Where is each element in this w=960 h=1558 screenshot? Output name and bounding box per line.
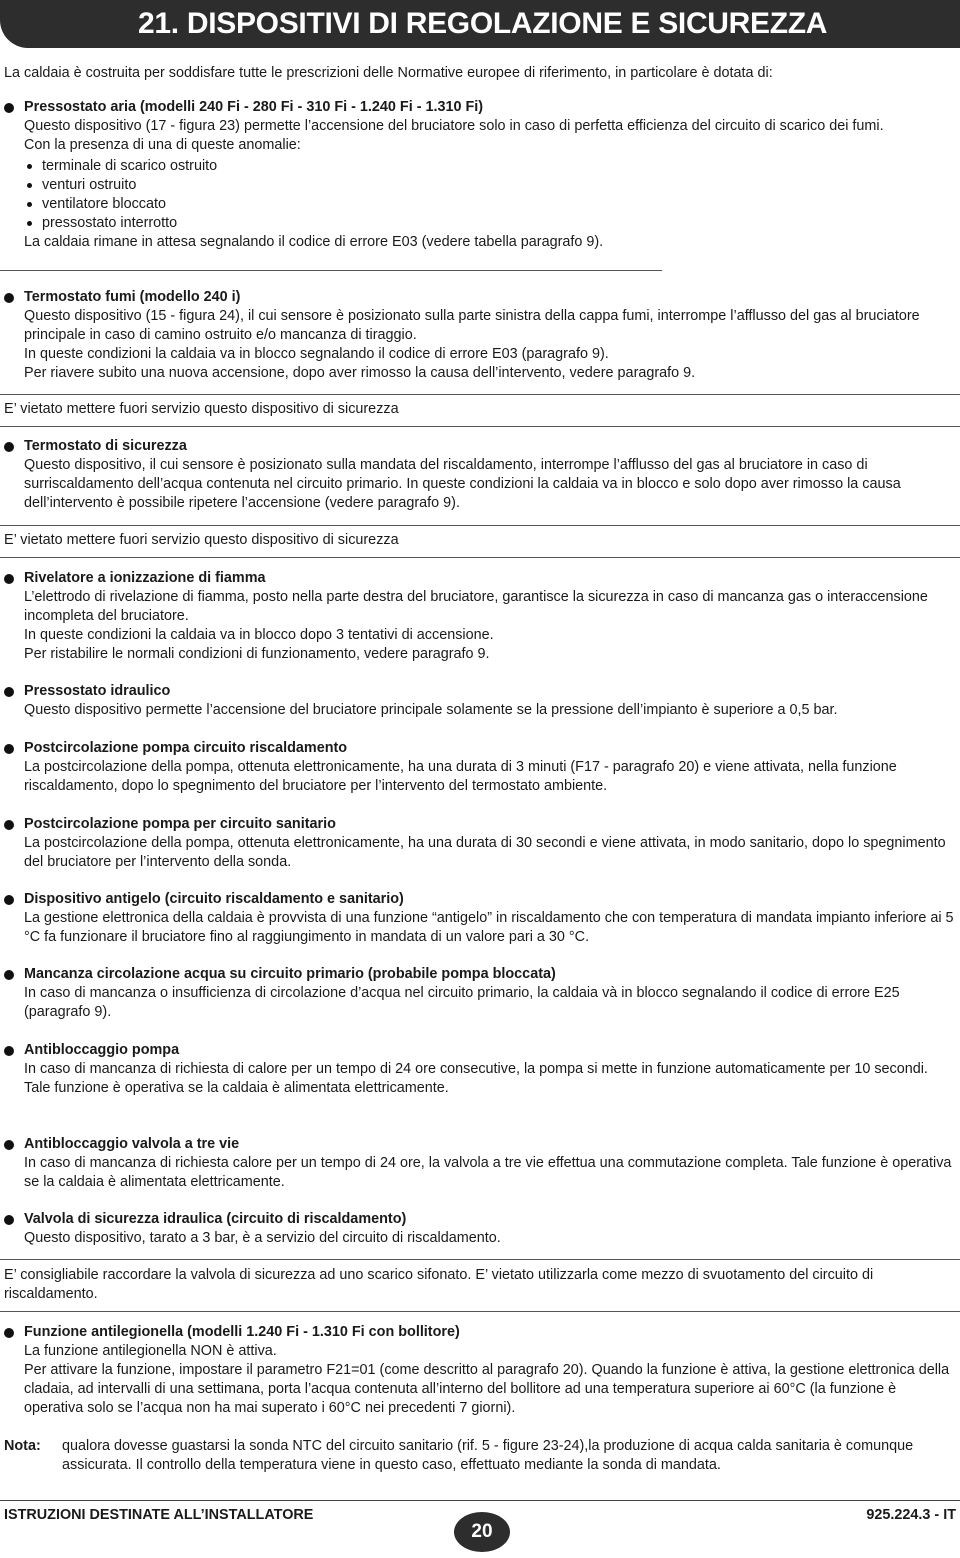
bullet-dot: [4, 687, 14, 697]
section-text: La postcircolazione della pompa, ottenuta elettronicamente, ha una durata di 30 secondi e viene attivata, in modo sanitario, dopo lo spegnimento del bruciatore per l’intervento della sonda.: [24, 835, 946, 870]
section-text: Con la presenza di una di queste anomalie:: [24, 137, 301, 153]
section-title: Dispositivo antigelo (circuito riscaldamento e sanitario): [24, 891, 404, 907]
section-text: L’elettrodo di rivelazione di fiamma, posto nella parte destra del bruciatore, garantisce la sicurezza in caso di mancanza gas o interaccensione incompleta del bruciatore.: [24, 589, 928, 624]
section-title: Pressostato idraulico: [24, 683, 171, 699]
section-text: In caso di mancanza o insufficienza di circolazione d’acqua nel circuito primario, la caldaia và in blocco segnalando il codice di errore E25 (paragrafo 9).: [24, 985, 900, 1020]
section-pressostato-idraulico: [0, 682, 958, 720]
section-text: Per attivare la funzione, impostare il parametro F21=01 (come descritto al paragrafo 20). Quando la funzione è attiva, la gestione elettronica della cladaia, ad intervalli di una settimana, porta l’acqua contenuta all’interno del bollitore ad una temperatura superiore ai 60°C (la funzione è operativa solo se l’acqua non ha mai superato i 60°C nei precedenti 7 giorni).: [24, 1362, 950, 1416]
bullet-dot: [4, 1328, 14, 1338]
section-text: Questo dispositivo, il cui sensore è posizionato sulla mandata del riscaldamento, interrompe l’afflusso del gas al bruciatore in caso di surriscaldamento dell’acqua contenuta nel circuito primario. In queste condizioni la caldaia va in blocco e solo dopo aver rimosso la causa dell’intervento è possibile ripetere l’accensione (vedere paragrafo 9).: [24, 457, 901, 511]
section-termostato-fumi: [0, 288, 958, 383]
section-valvola-sicurezza: [0, 1210, 958, 1248]
divider: [0, 394, 960, 395]
footer-divider: [0, 1500, 960, 1501]
section-text: Per ristabilire le normali condizioni di funzionamento, vedere paragrafo 9.: [24, 646, 490, 662]
section-title: Termostato fumi (modello 240 i): [24, 289, 241, 305]
section-title: Termostato di sicurezza: [24, 438, 187, 454]
section-title: Postcircolazione pompa per circuito sanitario: [24, 816, 336, 832]
bullet-dot: [4, 895, 14, 905]
bullet-dot: [4, 442, 14, 452]
note-label: Nota:: [4, 1438, 41, 1454]
divider: [0, 557, 960, 558]
intro-text: La caldaia è costruita per soddisfare tutte le prescrizioni delle Normative europee di riferimento, in particolare è dotata di:: [4, 65, 773, 81]
bullet-dot: [4, 1046, 14, 1056]
list-item: terminale di scarico ostruito: [24, 157, 958, 176]
list-item: ventilatore bloccato: [24, 195, 958, 214]
section-title: Rivelatore a ionizzazione di fiamma: [24, 570, 266, 586]
divider: [0, 1311, 960, 1312]
section-antilegionella: [0, 1323, 958, 1418]
section-text: Questo dispositivo (17 - figura 23) permette l’accensione del bruciatore solo in caso di perfetta efficienza del circuito di scarico dei fumi.: [24, 118, 884, 134]
bullet-dot: [4, 1140, 14, 1150]
section-text: In caso di mancanza di richiesta calore per un tempo di 24 ore, la valvola a tre vie effettua una commutazione completa. Tale funzione è operativa se la caldaia è alimentata elettricamente.: [24, 1155, 952, 1190]
note-text: qualora dovesse guastarsi la sonda NTC del circuito sanitario (rif. 5 - figure 23-24),la produzione di acqua calda sanitaria è comunque assicurata. Il controllo della temperatura viene in questo caso, effettuato mediante la sonda di mandata.: [62, 1438, 914, 1473]
bullet-dot: [4, 820, 14, 830]
section-termostato-sicurezza: [0, 437, 958, 513]
section-text: Questo dispositivo (15 - figura 24), il cui sensore è posizionato sulla parte sinistra della cappa fumi, interrompe l’afflusso del gas al bruciatore principale in caso di camino ostruito e/o mancanza di tiraggio.: [24, 308, 920, 343]
divider: [0, 1259, 960, 1260]
page-title: 21. DISPOSITIVI DI REGOLAZIONE E SICUREZZA: [138, 7, 828, 40]
section-title: Postcircolazione pompa circuito riscaldamento: [24, 740, 348, 756]
bullet-dot: [4, 103, 14, 113]
note-block: [4, 1437, 958, 1475]
section-mancanza-circolazione: [0, 965, 958, 1022]
page-number: 20: [454, 1512, 510, 1552]
section-antibloccaggio-pompa: [0, 1041, 958, 1098]
section-antibloccaggio-valvola: [0, 1135, 958, 1192]
section-text: La funzione antilegionella NON è attiva.: [24, 1343, 277, 1359]
section-pressostato-aria: [0, 98, 958, 252]
bullet-dot: [4, 293, 14, 303]
warning-text: E’ consigliabile raccordare la valvola di sicurezza ad uno scarico sifonato. E’ vietato utilizzarla come mezzo di svuotamento del circuito di riscaldamento.: [4, 1267, 874, 1302]
section-text: Questo dispositivo permette l’accensione del bruciatore principale solamente se la pressione dell’impianto è superiore a 0,5 bar.: [24, 702, 838, 718]
section-title: Antibloccaggio valvola a tre vie: [24, 1136, 240, 1152]
section-title: Pressostato aria (modelli 240 Fi - 280 Fi - 310 Fi - 1.240 Fi - 1.310 Fi): [24, 99, 484, 115]
divider: [0, 270, 662, 271]
list-item: pressostato interrotto: [24, 214, 958, 233]
list-item: venturi ostruito: [24, 176, 958, 195]
footer-left-text: ISTRUZIONI DESTINATE ALL’INSTALLATORE: [4, 1507, 314, 1523]
section-title: Valvola di sicurezza idraulica (circuito di riscaldamento): [24, 1211, 407, 1227]
section-text: Questo dispositivo, tarato a 3 bar, è a servizio del circuito di riscaldamento.: [24, 1230, 501, 1246]
section-text: Per riavere subito una nuova accensione, dopo aver rimosso la causa dell’intervento, vedere paragrafo 9.: [24, 365, 696, 381]
bullet-dot: [4, 970, 14, 980]
section-postcircolazione-riscaldamento: [0, 739, 958, 796]
section-text: In queste condizioni la caldaia va in blocco segnalando il codice di errore E03 (paragrafo 9).: [24, 346, 609, 362]
section-text: In queste condizioni la caldaia va in blocco dopo 3 tentativi di accensione.: [24, 627, 494, 643]
section-text: Tale funzione è operativa se la caldaia è alimentata elettricamente.: [24, 1080, 449, 1096]
footer-document-code: 925.224.3 - IT: [866, 1507, 956, 1523]
section-text: In caso di mancanza di richiesta di calore per un tempo di 24 ore consecutive, la pompa si mette in funzione automaticamente per 10 secondi.: [24, 1061, 928, 1077]
divider: [0, 525, 960, 526]
section-antigelo: [0, 890, 958, 947]
section-text: La gestione elettronica della caldaia è provvista di una funzione “antigelo” in riscaldamento che con temperatura di mandata impianto inferiore ai 5 °C fa funzionare il bruciatore fino al raggiungimento in mandata di un valore pari a 30 °C.: [24, 910, 954, 945]
warning-text: E’ vietato mettere fuori servizio questo dispositivo di sicurezza: [4, 532, 399, 548]
section-title: Mancanza circolazione acqua su circuito primario (probabile pompa bloccata): [24, 966, 556, 982]
warning-text: E’ vietato mettere fuori servizio questo dispositivo di sicurezza: [4, 401, 399, 417]
section-rivelatore: [0, 569, 958, 664]
bullet-dot: [4, 574, 14, 584]
bullet-dot: [4, 1215, 14, 1225]
divider: [0, 426, 960, 427]
section-title: Antibloccaggio pompa: [24, 1042, 180, 1058]
section-title: Funzione antilegionella (modelli 1.240 Fi - 1.310 Fi con bollitore): [24, 1324, 460, 1340]
section-text: La caldaia rimane in attesa segnalando il codice di errore E03 (vedere tabella paragrafo 9).: [24, 234, 604, 250]
anomaly-list: [24, 157, 958, 233]
section-postcircolazione-sanitario: [0, 815, 958, 872]
section-text: La postcircolazione della pompa, ottenuta elettronicamente, ha una durata di 3 minuti (F17 - paragrafo 20) e viene attivata, nella funzione riscaldamento, dopo lo spegnimento del bruciatore per l’intervento del termostato ambiente.: [24, 759, 897, 794]
title-bar: [0, 0, 960, 48]
bullet-dot: [4, 744, 14, 754]
